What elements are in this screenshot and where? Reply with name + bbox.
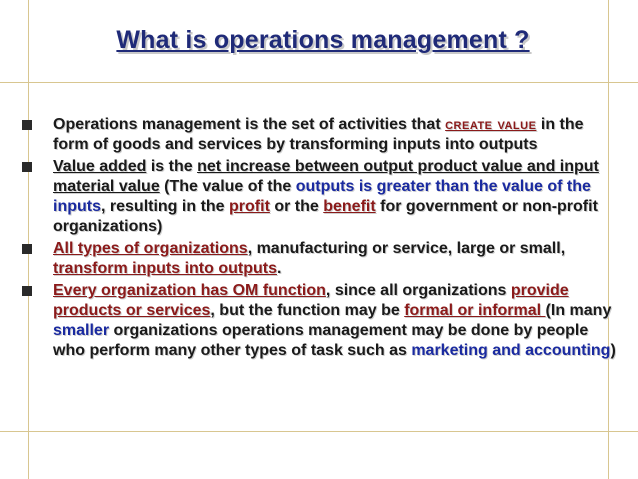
bullet-item	[22, 115, 622, 155]
bullet-list	[22, 115, 622, 363]
bullet-text: , resulting in the	[101, 198, 230, 215]
highlight-text: net increase between output product value and input material value	[53, 158, 599, 195]
highlight-text: create value	[445, 116, 537, 133]
highlight-text: transform inputs into outputs	[53, 260, 277, 277]
bullet-text: (The value of the	[159, 178, 296, 195]
bullet-text: Operations management is the set of activities that	[53, 116, 446, 133]
highlight-text: Every organization has OM function	[53, 282, 326, 299]
bullet-text: )	[610, 342, 616, 359]
highlight-text: Value added	[53, 158, 147, 175]
highlight-text: smaller	[53, 322, 110, 339]
bullet-text: organizations operations management may be done by people who perform many other types of task such as	[53, 322, 589, 359]
bullet-item	[22, 281, 622, 361]
bullet-text: (In many	[545, 302, 612, 319]
bullet-text: is the	[146, 158, 198, 175]
highlight-text: All types of organizations	[53, 240, 248, 257]
bullet-item	[22, 239, 622, 279]
bullet-item	[22, 157, 622, 237]
highlight-text: marketing and accounting	[411, 342, 611, 359]
bullet-text: .	[276, 260, 282, 277]
highlight-text: profit	[229, 198, 270, 215]
bottom-divider-line	[0, 431, 638, 432]
bullet-text: , but the function may be	[210, 302, 405, 319]
bullet-text: for government or non-profit organizations)	[53, 198, 598, 235]
highlight-text: benefit	[323, 198, 376, 215]
highlight-text: formal or informal	[404, 302, 546, 319]
bullet-text: in the form of goods and services by transforming inputs into outputs	[53, 116, 584, 153]
slide-title: What is operations management ?	[116, 26, 530, 54]
bullet-text: , since all organizations	[325, 282, 511, 299]
top-divider-line	[0, 82, 638, 83]
highlight-text: provide products or services	[53, 282, 569, 319]
bullet-text: or the	[269, 198, 324, 215]
bullet-text: , manufacturing or service, large or small,	[247, 240, 566, 257]
highlight-text: outputs is greater than the value of the inputs	[53, 178, 591, 215]
